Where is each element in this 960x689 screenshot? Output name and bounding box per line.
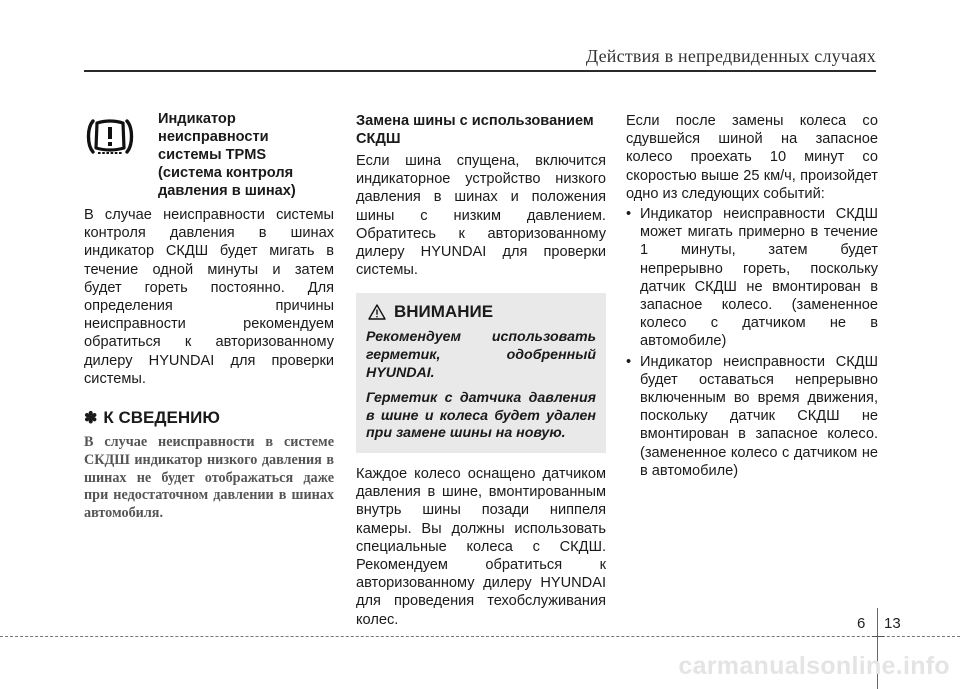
list-item: • Индикатор неисправности СКДШ может мигать примерно в течение 1 минуты, затем будет непрерывно гореть, поскольку датчик СКДШ не вмонтирован в запасное колесо. (замененное колесо с датчиком не в автомобиле)	[626, 205, 878, 351]
list-item: • Индикатор неисправности СКДШ будет оставаться непрерывно включенным во время движения, поскольку датчик СКДШ не вмонтирован в запасное колесо. (замененное колесо с датчиком не в автомобиле)	[626, 353, 878, 480]
watermark: carmanualsonline.info	[678, 652, 950, 680]
column-left	[84, 112, 334, 523]
note-heading	[84, 408, 334, 428]
note-heading-label: К СВЕДЕНИЮ	[103, 408, 220, 428]
header-rule	[84, 70, 876, 72]
section-title: Действия в непредвиденных случаях	[585, 46, 876, 66]
footer-tick	[872, 636, 884, 637]
column-right	[626, 112, 878, 482]
spare-wheel-events-list	[626, 205, 878, 480]
note-star-icon: ✽	[84, 410, 98, 428]
page-number: 13	[884, 615, 901, 632]
spare-wheel-intro: Если после замены колеса со сдувшейся шиной на запасное колесо проехать 10 минут со скоростью выше 25 км/ч, произойдет одно из следующих событий:	[626, 113, 878, 202]
tpms-indicator-text: В случае неисправности системы контроля давления в шинах индикатор СКДШ будет мигать в течение одной минуты и затем будет гореть постоянно. Для определения причины неисправности рекомендуем обратиться к авторизованному дилеру HYUNDAI для проверки системы.	[84, 207, 334, 387]
warning-heading	[366, 302, 596, 322]
tpms-indicator-block	[84, 112, 334, 200]
tire-change-text: Если шина спущена, включится индикаторное устройство низкого давления в шинах и положения шины с низким давлением. Обратитесь к авторизованному дилеру HYUNDAI для проверки системы.	[356, 153, 606, 279]
note-text: В случае неисправности в системе СКДШ индикатор низкого давления в шинах не будет отображаться даже при недостаточном давлении в шинах автомобиля.	[84, 434, 334, 522]
tpms-indicator-title: Индикатор неисправности системы TPMS (система контроля давления в шинах)	[158, 111, 296, 199]
sensor-info-text: Каждое колесо оснащено датчиком давления в шине, вмонтированным внутрь шины позади ниппеля камеры. Вы должны использовать специальные колеса с СКДШ. Рекомендуем обратиться к авторизованному дилеру HYUNDAI для проведения техобслуживания колес.	[356, 465, 606, 628]
chapter-number: 6	[857, 615, 866, 632]
warning-heading-label: ВНИМАНИЕ	[394, 302, 494, 322]
warning-box	[356, 293, 606, 453]
footer-dashed-rule	[0, 636, 960, 637]
warning-paragraph-2: Герметик с датчика давления в шине и колеса будет удален при замене шины на новую.	[366, 390, 596, 442]
tire-change-title: Замена шины с использованием СКДШ	[356, 113, 594, 147]
tpms-warning-icon	[84, 116, 136, 158]
column-middle	[356, 112, 606, 629]
warning-triangle-icon	[368, 304, 386, 320]
warning-paragraph-1: Рекомендуем использовать герметик, одобренный HYUNDAI.	[366, 329, 596, 381]
